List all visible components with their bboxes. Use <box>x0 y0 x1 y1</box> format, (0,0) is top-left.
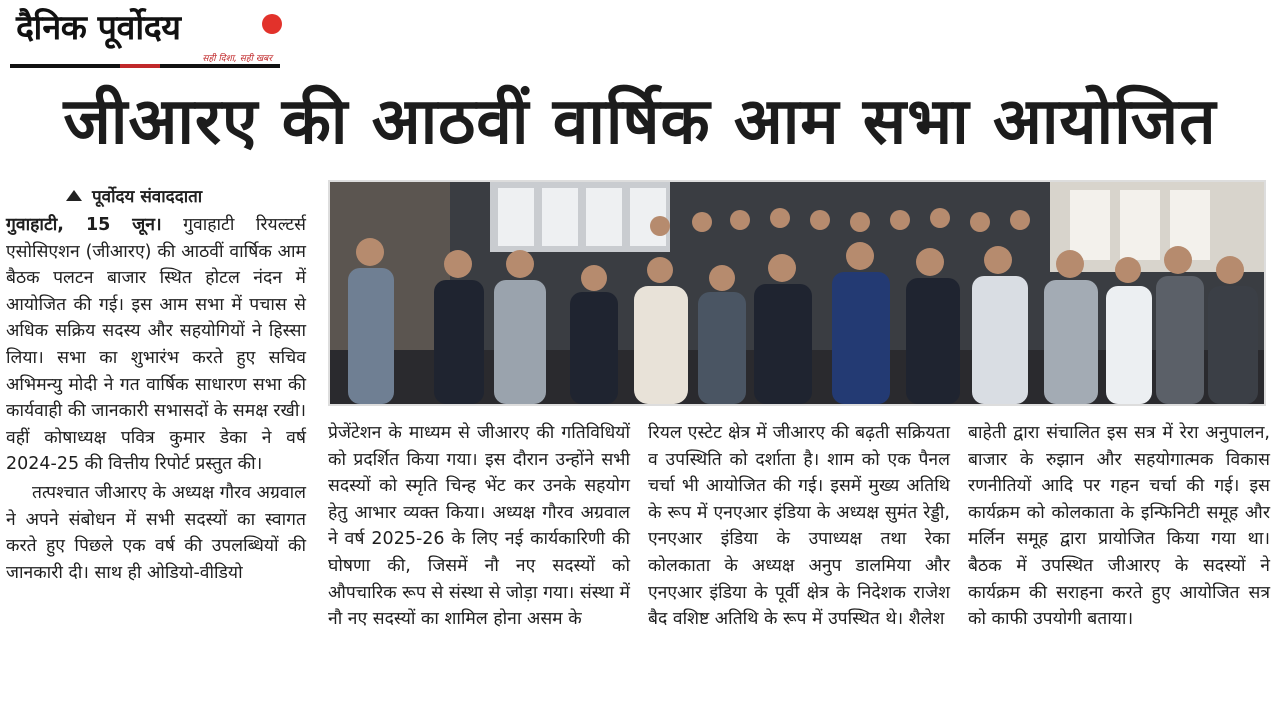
masthead-sun-logo <box>262 14 282 34</box>
group-photo-illustration <box>330 182 1264 404</box>
triangle-bullet-icon <box>66 190 82 201</box>
newspaper-name: दैनिक पूर्वोदय <box>16 8 181 48</box>
article-dateline: गुवाहाटी, 15 जून। <box>6 215 162 235</box>
article-paragraph-1 <box>6 212 306 478</box>
article-column-2-text: प्रेजेंटेशन के माध्यम से जीआरए की गतिविधियों को प्रदर्शित किया गया। इस दौरान उन्होंने सभी सदस्यों को स्मृति चिन्ह भेंट कर उनके सहयोग हेतु आभार व्यक्त किया। अध्यक्ष गौरव अग्रवाल ने वर्ष 2025-26 के लिए नई कार्यकारिणी की घोषणा की, जिसमें नौ नए सदस्यों को औपचारिक रूप से संस्था से जोड़ा गया। संस्था में नौ नए सदस्यों का शामिल होना असम के <box>328 423 630 630</box>
newspaper-masthead <box>10 6 280 70</box>
group-photo <box>328 180 1266 406</box>
article-paragraph-2: तत्पश्चात जीआरए के अध्यक्ष गौरव अग्रवाल ने अपने संबोधन में सभी सदस्यों का स्वागत करते हुए पिछले एक वर्ष की उपलब्धियों की जानकारी दी। साथ ही ओडियो-वीडियो <box>6 482 306 583</box>
article-byline <box>66 184 202 207</box>
article-column-3 <box>648 420 950 633</box>
article-column-1 <box>6 212 306 586</box>
article-column-3-text: रियल एस्टेट क्षेत्र में जीआरए की बढ़ती सक्रियता व उपस्थिति को दर्शाता है। शाम को एक पैनल चर्चा भी आयोजित की गई। इसमें मुख्य अतिथि के रूप में एनएआर इंडिया के अध्यक्ष सुमंत रेड्डी, एनएआर इंडिया के उपाध्यक्ष तथा रेका कोलकाता के अध्यक्ष अनुप डालमिया और एनएआर इंडिया के पूर्वी क्षेत्र के निदेशक राजेश बैद वशिष्ट अतिथि के रूप में उपस्थित थे। शैलेश <box>648 423 950 630</box>
article-column-4 <box>968 420 1270 633</box>
article-column-2 <box>328 420 630 633</box>
article-column-4-text: बाहेती द्वारा संचालित इस सत्र में रेरा अनुपालन, बाजार के रुझान और सहयोगात्मक विकास रणनीतियों आदि पर गहन चर्चा की गई। इस कार्यक्रम को कोलकाता के इन्फिनिटी समूह और मर्लिन समूह द्वारा प्रायोजित किया गया था। बैठक में उपस्थित जीआरए के सदस्यों ने कार्यक्रम की सराहना करते हुए आयोजित सत्र को काफी उपयोगी बताया। <box>968 423 1270 630</box>
byline-text: पूर्वोदय संवाददाता <box>92 187 203 207</box>
article-paragraph-1-text: गुवाहाटी रियल्टर्स एसोसिएशन (जीआरए) की आठवीं वार्षिक आम बैठक पलटन बाजार स्थित होटल नंदन में आयोजित की गई। इस आम सभा में पचास से अधिक सक्रिय सदस्य और सहयोगियों ने हिस्सा लिया। सभा का शुभारंभ करते हुए सचिव अभिमन्यु मोदी ने गत वार्षिक साधारण सभा की कार्यवाही की जानकारी सभासदों के समक्ष रखी। वहीं कोषाध्यक्ष पवित्र कुमार डेका ने वर्ष 2024-25 की वित्तीय रिपोर्ट प्रस्तुत की। <box>6 215 306 475</box>
article-headline: जीआरए की आठवीं वार्षिक आम सभा आयोजित <box>63 85 1217 159</box>
newspaper-tagline: सही दिशा, सही खबर <box>202 54 272 64</box>
masthead-rule-accent <box>120 64 160 68</box>
